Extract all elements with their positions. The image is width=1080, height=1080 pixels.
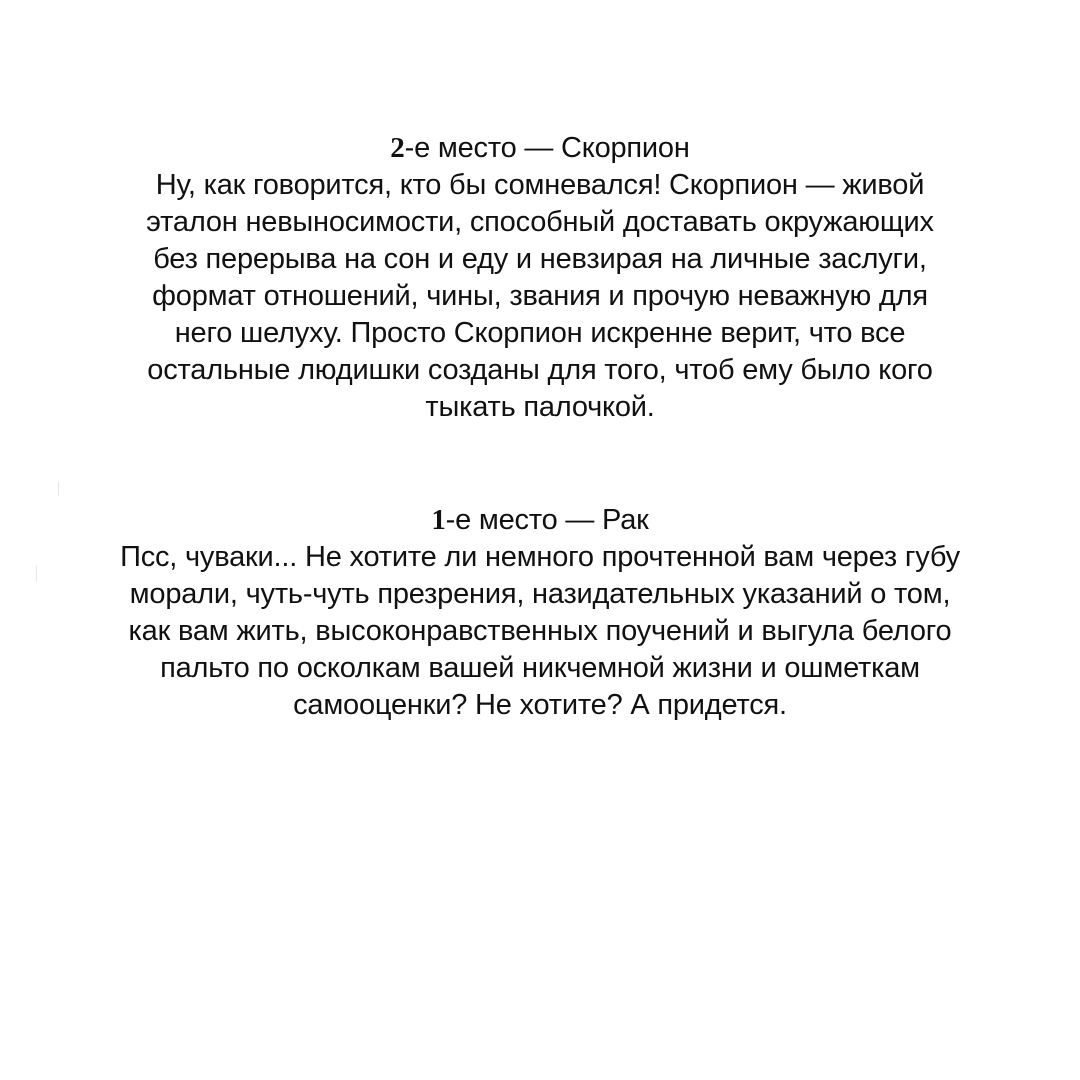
rank-number: 2	[390, 132, 405, 164]
paragraph-line: без перерыва на сон и еду и невзирая на личные заслуги,	[153, 243, 927, 275]
paragraph-line: самооценки? Не хотите? А придется.	[293, 689, 787, 721]
section-scorpio	[0, 130, 1080, 426]
place-title: -е место — Рак	[445, 504, 649, 536]
paragraph-line: пальто по осколкам вашей никчемной жизни и ошметкам	[160, 652, 920, 684]
section-paragraph	[0, 167, 1080, 426]
paragraph-line: Псс, чуваки... Не хотите ли немного прочтенной вам через губу	[120, 541, 960, 573]
paragraph-line: тыкать палочкой.	[425, 391, 655, 423]
section-heading	[0, 130, 1080, 167]
section-heading	[0, 502, 1080, 539]
paragraph-line: формат отношений, чины, звания и прочую неважную для	[152, 280, 928, 312]
paragraph-line: Ну, как говорится, кто бы сомневался! Скорпион — живой	[155, 169, 925, 201]
place-title: -е место — Скорпион	[404, 132, 690, 164]
paragraph-line: него шелуху. Просто Скорпион искренне верит, что все	[174, 317, 906, 349]
paragraph-line: остальные людишки созданы для того, чтоб ему было кого	[147, 354, 933, 386]
paragraph-line: как вам жить, высоконравственных поучений и выгула белого	[128, 615, 952, 647]
faint-mark	[58, 482, 59, 496]
paragraph-line: эталон невыносимости, способный доставать окружающих	[146, 206, 934, 238]
rank-number: 1	[431, 504, 446, 536]
section-paragraph	[0, 539, 1080, 724]
section-cancer	[0, 502, 1080, 724]
paragraph-line: морали, чуть-чуть презрения, назидательных указаний о том,	[129, 578, 951, 610]
